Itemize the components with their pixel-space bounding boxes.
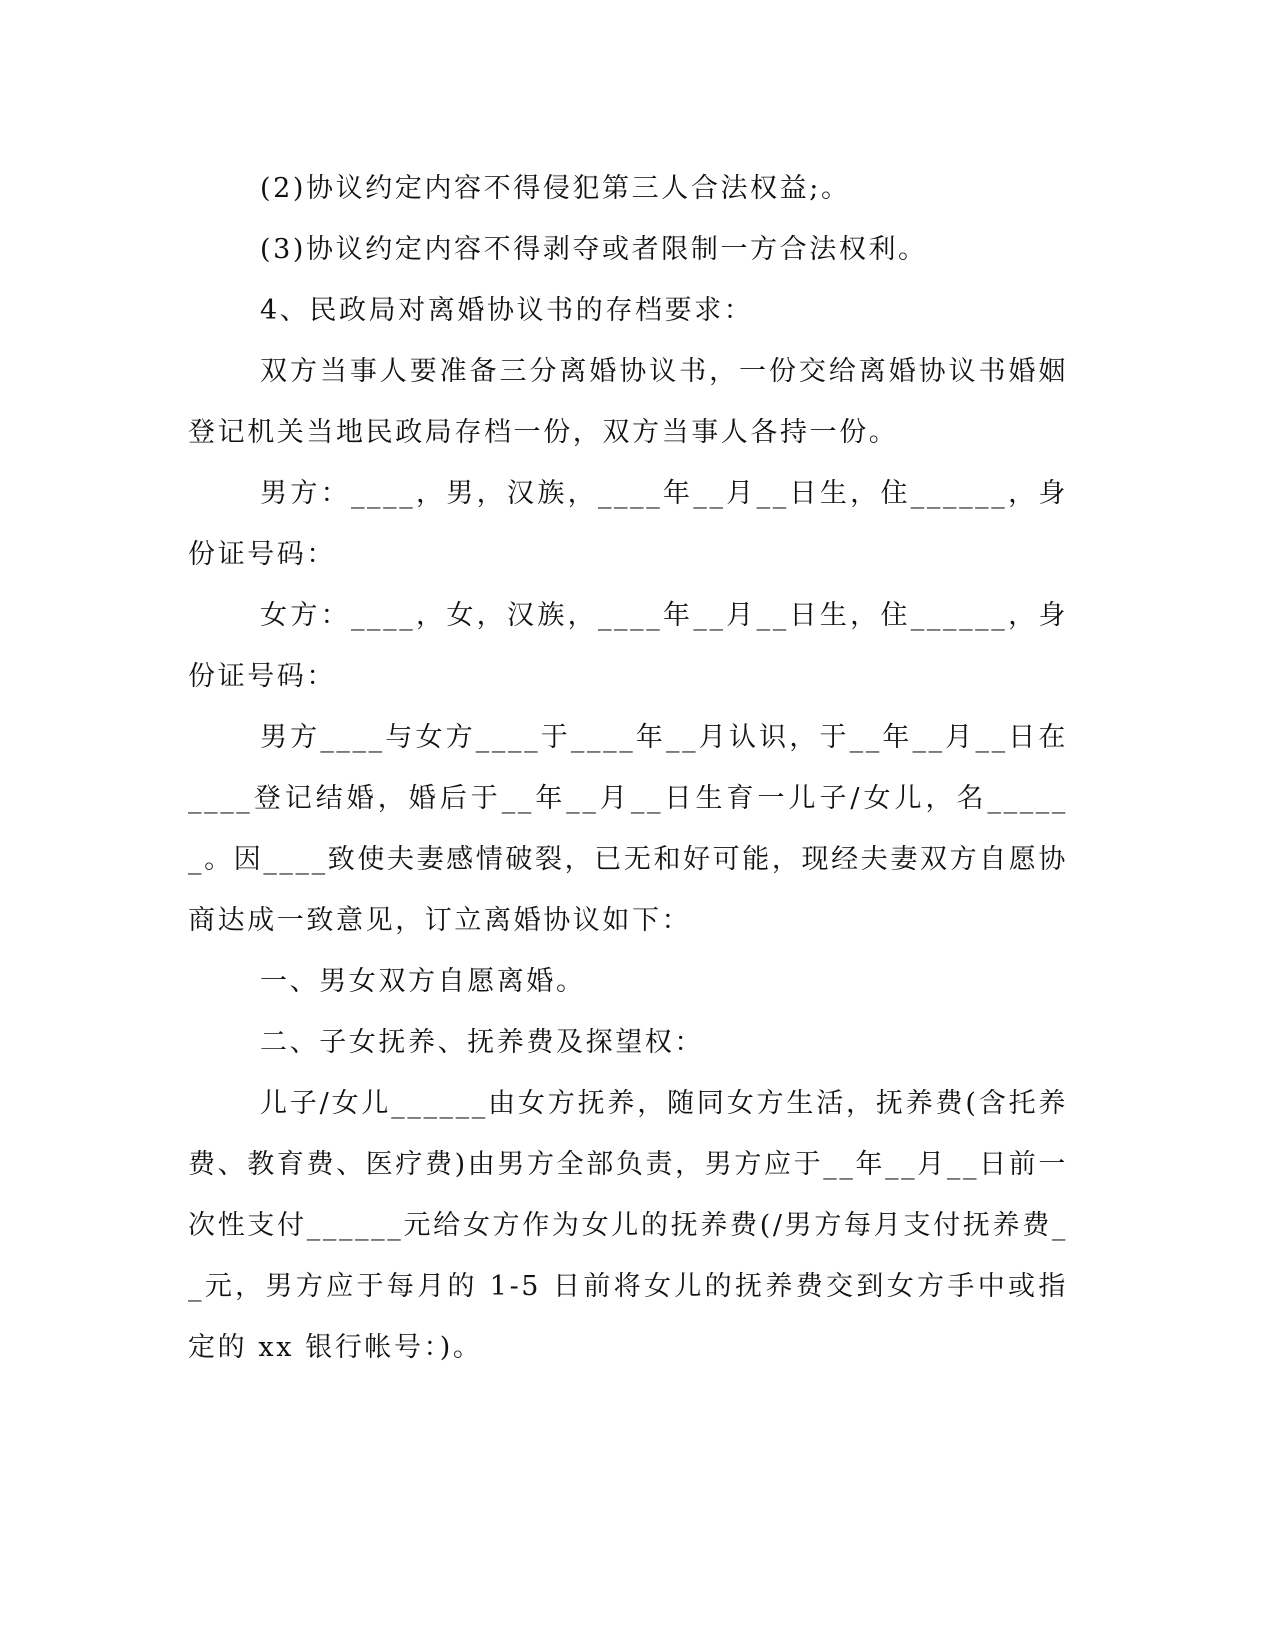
paragraph-child-support: 儿子/女儿______由女方抚养，随同女方生活，抚养费(含托养费、教育费、医疗费)由男方全部负责，男方应于__年__月__日前一次性支付______元给女方作为女儿的抚养费(/男方每月支付抚养费__元，男方应于每月的 1-5 日前将女儿的抚养费交到女方手中或指定的 xx 银行帐号：)。 <box>188 1088 1068 1363</box>
paragraph-male-party: 男方：____，男，汉族，____年__月__日生，住______，身份证号码： <box>188 478 1068 570</box>
paragraph-clause-2: (2)协议约定内容不得侵犯第三人合法权益;。 <box>260 173 851 204</box>
paragraph-female-party: 女方：____，女，汉族，____年__月__日生，住______，身份证号码： <box>188 600 1068 692</box>
paragraph-item-2-heading: 二、子女抚养、抚养费及探望权： <box>260 1027 704 1058</box>
paragraph-clause-3: (3)协议约定内容不得剥夺或者限制一方合法权利。 <box>260 234 928 265</box>
paragraph-marriage-background: 男方____与女方____于____年__月认识，于__年__月__日在____登记结婚，婚后于__年__月__日生育一儿子/女儿，名______。因____致使夫妻感情破裂，已无和好可能，现经夫妻双方自愿协商达成一致意见，订立离婚协议如下： <box>188 722 1068 936</box>
paragraph-item-1: 一、男女双方自愿离婚。 <box>260 966 586 997</box>
document-body <box>188 158 1068 1378</box>
paragraph-archive-requirement: 双方当事人要准备三分离婚协议书，一份交给离婚协议书婚姻登记机关当地民政局存档一份，双方当事人各持一份。 <box>188 356 1068 448</box>
paragraph-section-4-heading: 4、民政局对离婚协议书的存档要求： <box>260 295 754 326</box>
